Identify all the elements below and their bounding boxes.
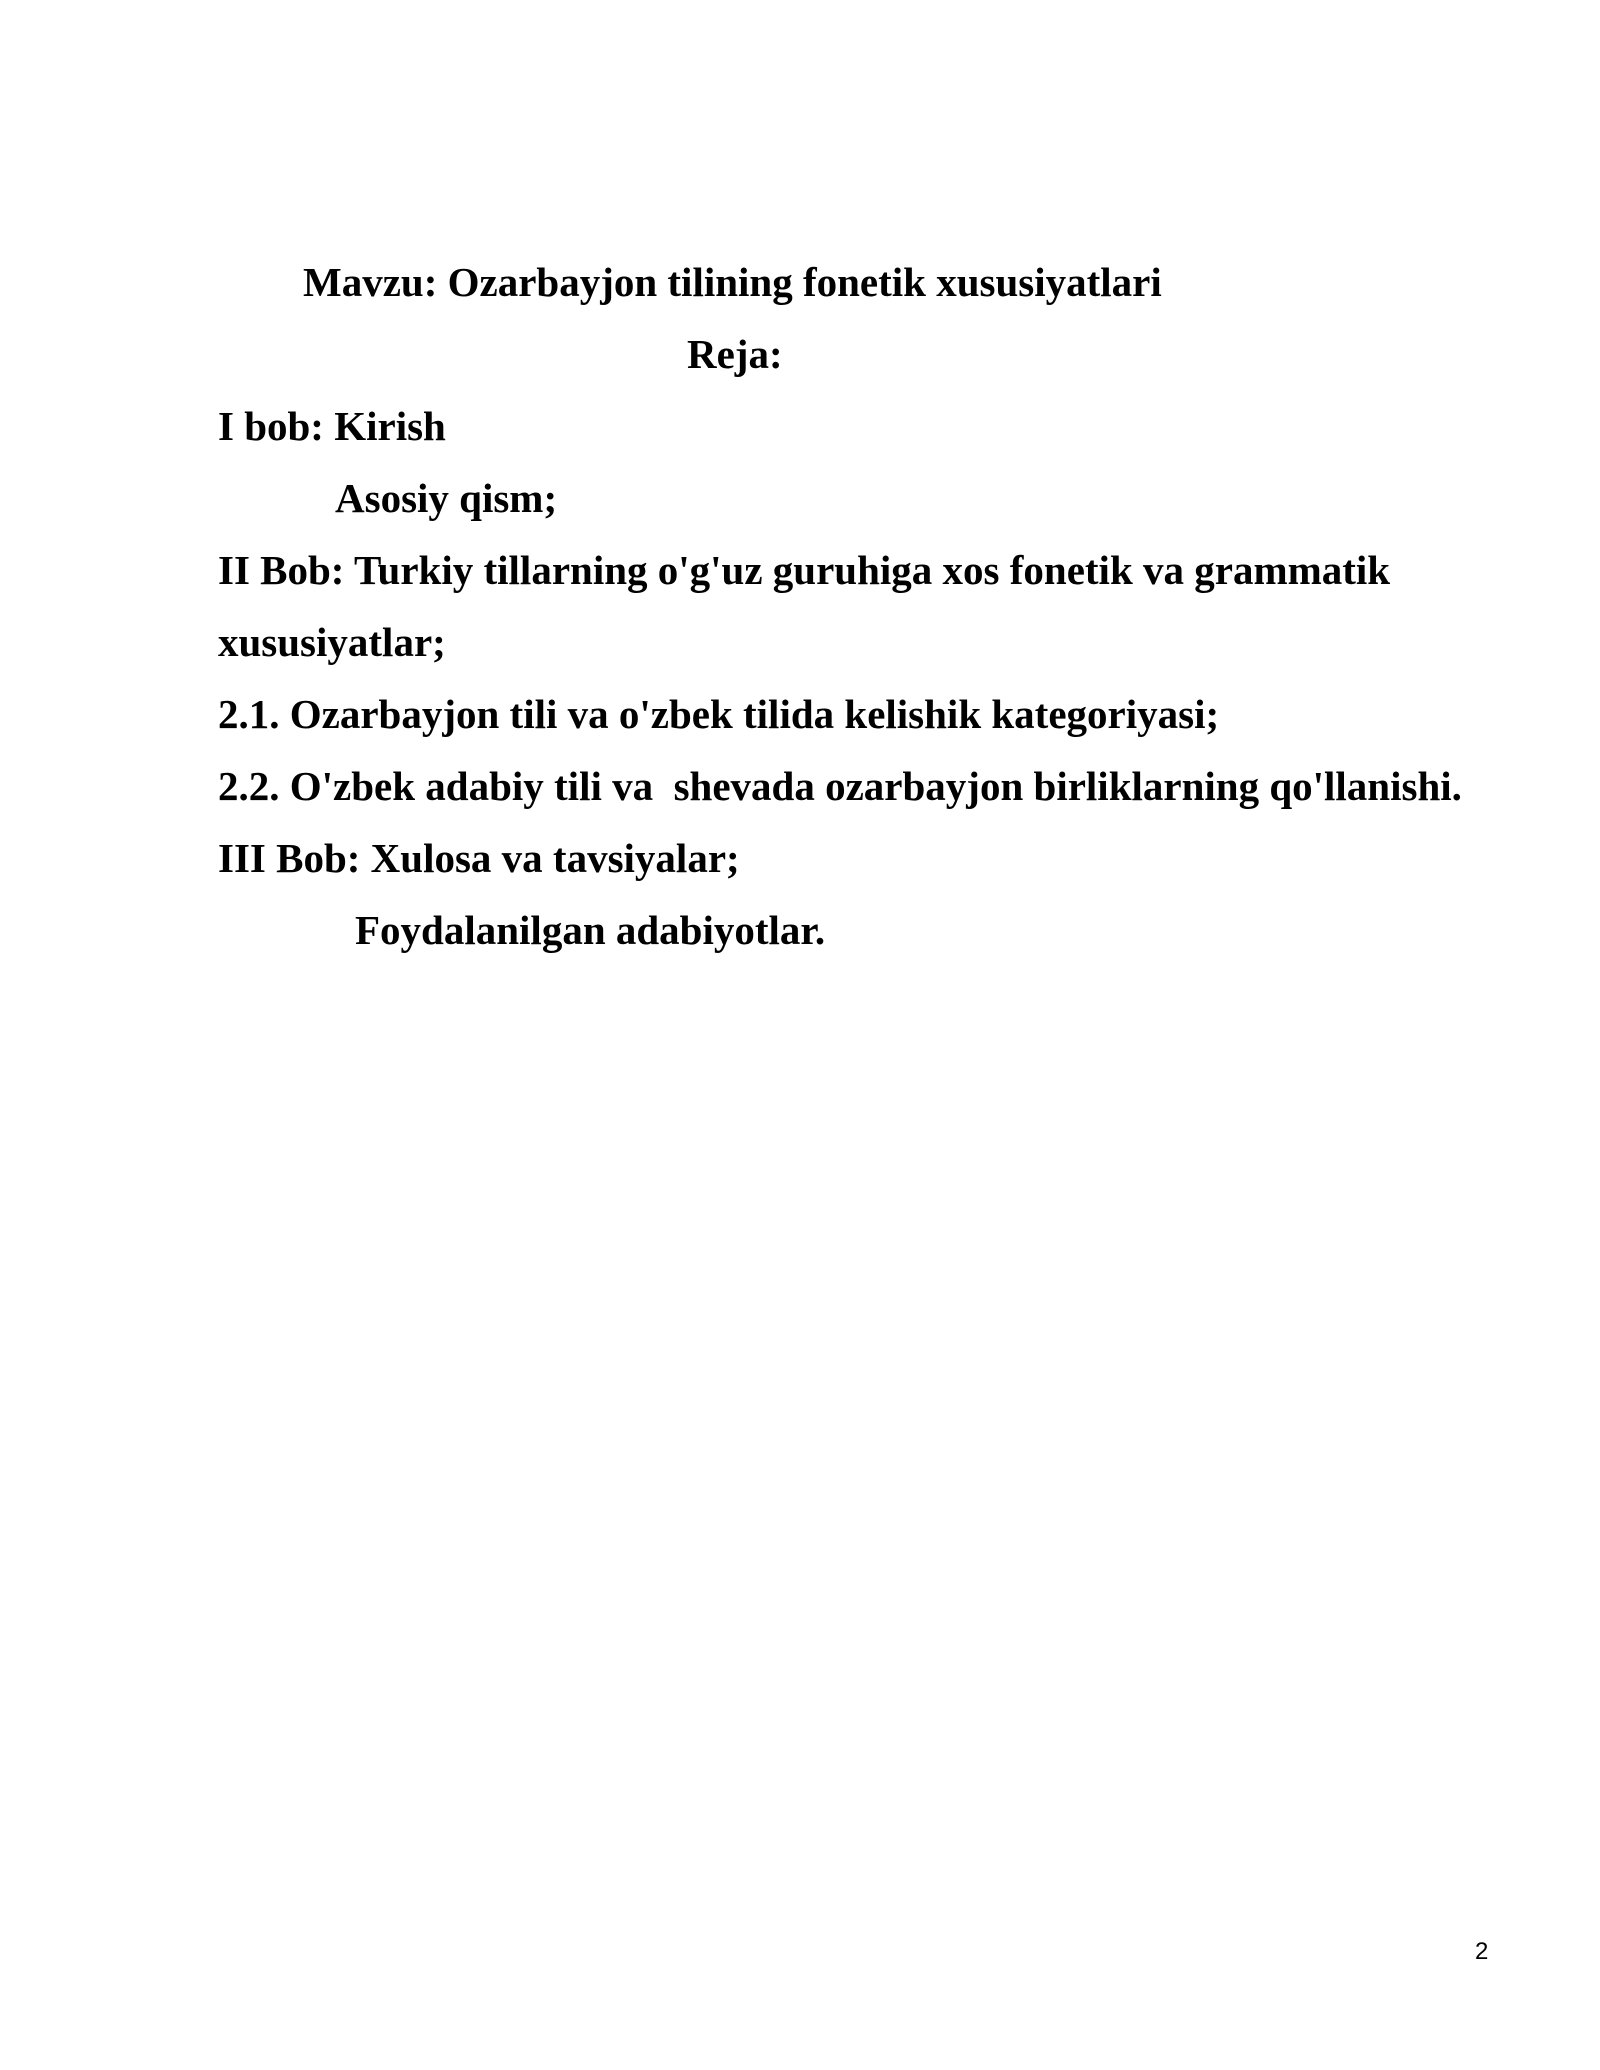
document-title: Mavzu: Ozarbayjon tilining fonetik xususiyatlari: [303, 259, 1162, 305]
plan-item-chapter-3: III Bob: Xulosa va tavsiyalar;: [218, 835, 740, 881]
plan-item-section-2-2: 2.2. O'zbek adabiy tili va shevada ozarbayjon birliklarning qo'llanishi.: [218, 763, 1462, 809]
plan-item-chapter-2: II Bob: Turkiy tillarning o'g'uz guruhiga xos fonetik va grammatik: [218, 547, 1391, 593]
plan-heading: Reja:: [687, 331, 783, 377]
plan-item-references: Foydalanilgan adabiyotlar.: [355, 907, 826, 953]
plan-item-section-2-1: 2.1. Ozarbayjon tili va o'zbek tilida kelishik kategoriyasi;: [218, 691, 1220, 737]
page-number: 2: [1475, 1938, 1489, 1965]
plan-item-main-part: Asosiy qism;: [335, 475, 558, 521]
plan-item-chapter-1: I bob: Kirish: [218, 403, 446, 449]
plan-item-chapter-2-continuation: xususiyatlar;: [218, 619, 446, 665]
